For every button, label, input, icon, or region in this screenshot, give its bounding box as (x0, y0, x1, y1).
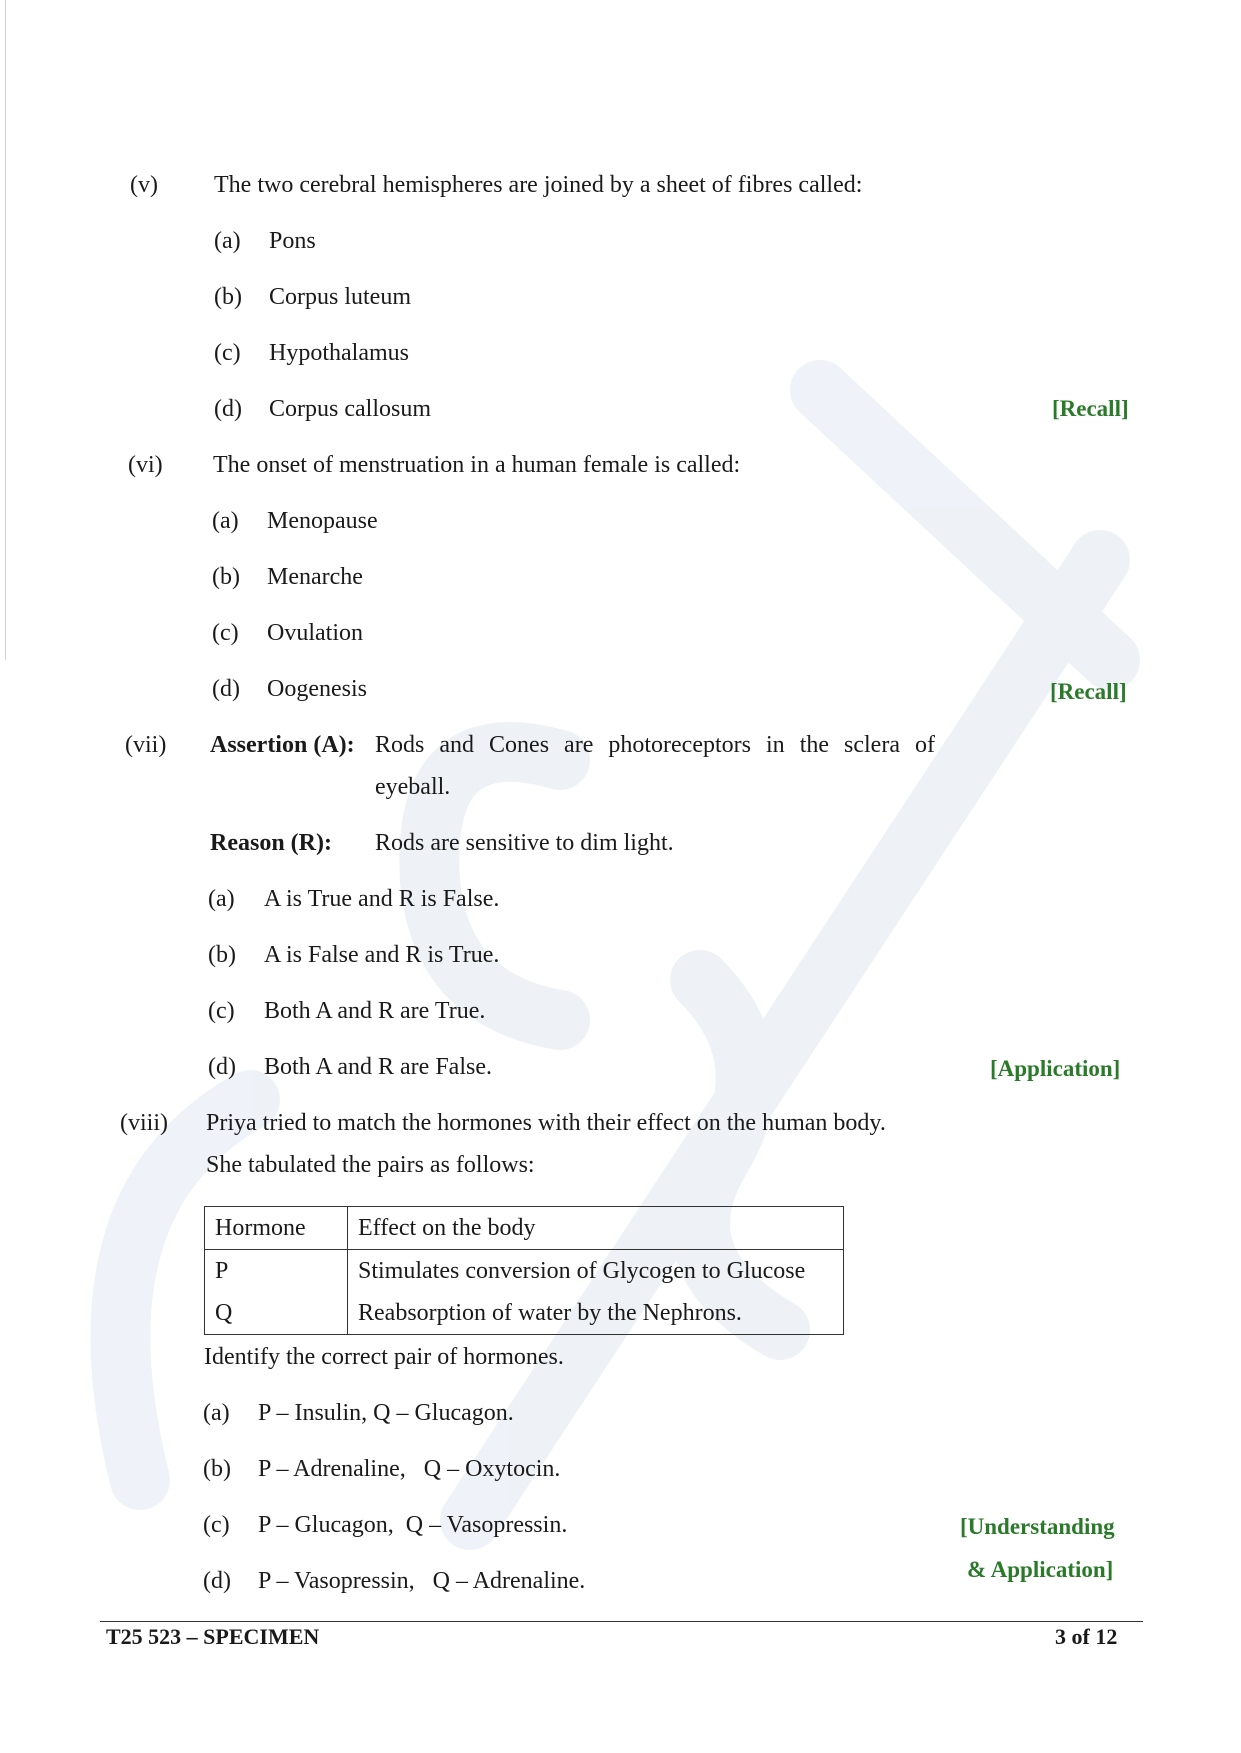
q6-skill-tag: [Recall] (1050, 679, 1127, 704)
q8-option-d-label: (d) (203, 1568, 231, 1594)
q8-instruction: Identify the correct pair of hormones. (204, 1344, 564, 1370)
q5-option-b-label: (b) (214, 284, 242, 310)
q5-option-d-text: Corpus callosum (269, 396, 431, 422)
q7-reason-label: Reason (R): (210, 830, 332, 856)
q8-skill-tag-line2: & Application] (967, 1557, 1114, 1582)
q7-option-d-text: Both A and R are False. (264, 1054, 492, 1080)
q7-assertion-label: Assertion (A): (210, 732, 355, 758)
q8-number: (viii) (120, 1110, 168, 1136)
q8-option-c-text: P – Glucagon, Q – Vasopressin. (258, 1512, 568, 1538)
q7-option-c-text: Both A and R are True. (264, 998, 486, 1024)
q7-number: (vii) (125, 732, 167, 758)
page-edge-line (5, 0, 6, 660)
table-header-effect: Effect on the body (348, 1207, 844, 1250)
q5-option-d-label: (d) (214, 396, 242, 422)
q7-assertion-line2: eyeball. (375, 774, 451, 800)
q7-option-b-label: (b) (208, 942, 236, 968)
q6-option-d-label: (d) (212, 676, 240, 702)
footer-page-number: 3 of 12 (1055, 1624, 1118, 1649)
q7-option-a-label: (a) (208, 886, 235, 912)
q5-option-a-label: (a) (214, 228, 241, 254)
q8-option-b-label: (b) (203, 1456, 231, 1482)
table-header-hormone: Hormone (205, 1207, 348, 1250)
q6-number: (vi) (128, 452, 163, 478)
q8-option-c-label: (c) (203, 1512, 230, 1538)
q5-option-c-text: Hypothalamus (269, 340, 409, 366)
q7-assertion-line1: Rods and Cones are photoreceptors in the sclera of (375, 732, 935, 758)
q6-option-c-label: (c) (212, 620, 239, 646)
table-cell-effect-q: Reabsorption of water by the Nephrons. (348, 1292, 844, 1335)
q8-option-b-text: P – Adrenaline, Q – Oxytocin. (258, 1456, 561, 1482)
q7-option-b-text: A is False and R is True. (264, 942, 500, 968)
q8-stem-line2: She tabulated the pairs as follows: (206, 1152, 535, 1178)
table-header-row (205, 1207, 844, 1250)
q6-option-d-text: Oogenesis (267, 676, 367, 702)
footer-paper-code: T25 523 – SPECIMEN (106, 1624, 320, 1649)
q5-option-a-text: Pons (269, 228, 316, 254)
table-cell-hormone-q: Q (205, 1292, 348, 1335)
table-cell-hormone-p: P (205, 1250, 348, 1293)
hormone-table (204, 1206, 844, 1335)
q5-option-b-text: Corpus luteum (269, 284, 411, 310)
table-row (205, 1250, 844, 1293)
q7-option-a-text: A is True and R is False. (264, 886, 500, 912)
q8-option-a-label: (a) (203, 1400, 230, 1426)
q8-stem-line1: Priya tried to match the hormones with their effect on the human body. (206, 1110, 886, 1136)
q7-skill-tag: [Application] (990, 1056, 1121, 1081)
footer-divider (100, 1621, 1143, 1622)
q6-stem: The onset of menstruation in a human female is called: (213, 452, 741, 478)
q5-skill-tag: [Recall] (1052, 396, 1129, 421)
q7-option-c-label: (c) (208, 998, 235, 1024)
table-row (205, 1292, 844, 1335)
q7-option-d-label: (d) (208, 1054, 236, 1080)
q5-number: (v) (130, 172, 158, 198)
q8-skill-tag-line1: [Understanding (960, 1514, 1115, 1539)
table-cell-effect-p: Stimulates conversion of Glycogen to Glucose (348, 1250, 844, 1293)
q6-option-b-text: Menarche (267, 564, 363, 590)
q7-reason-text: Rods are sensitive to dim light. (375, 830, 674, 856)
q6-option-b-label: (b) (212, 564, 240, 590)
q8-option-d-text: P – Vasopressin, Q – Adrenaline. (258, 1568, 586, 1594)
q8-option-a-text: P – Insulin, Q – Glucagon. (258, 1400, 514, 1426)
q6-option-a-text: Menopause (267, 508, 378, 534)
q6-option-c-text: Ovulation (267, 620, 363, 646)
q5-option-c-label: (c) (214, 340, 241, 366)
q6-option-a-label: (a) (212, 508, 239, 534)
q5-stem: The two cerebral hemispheres are joined by a sheet of fibres called: (214, 172, 863, 198)
